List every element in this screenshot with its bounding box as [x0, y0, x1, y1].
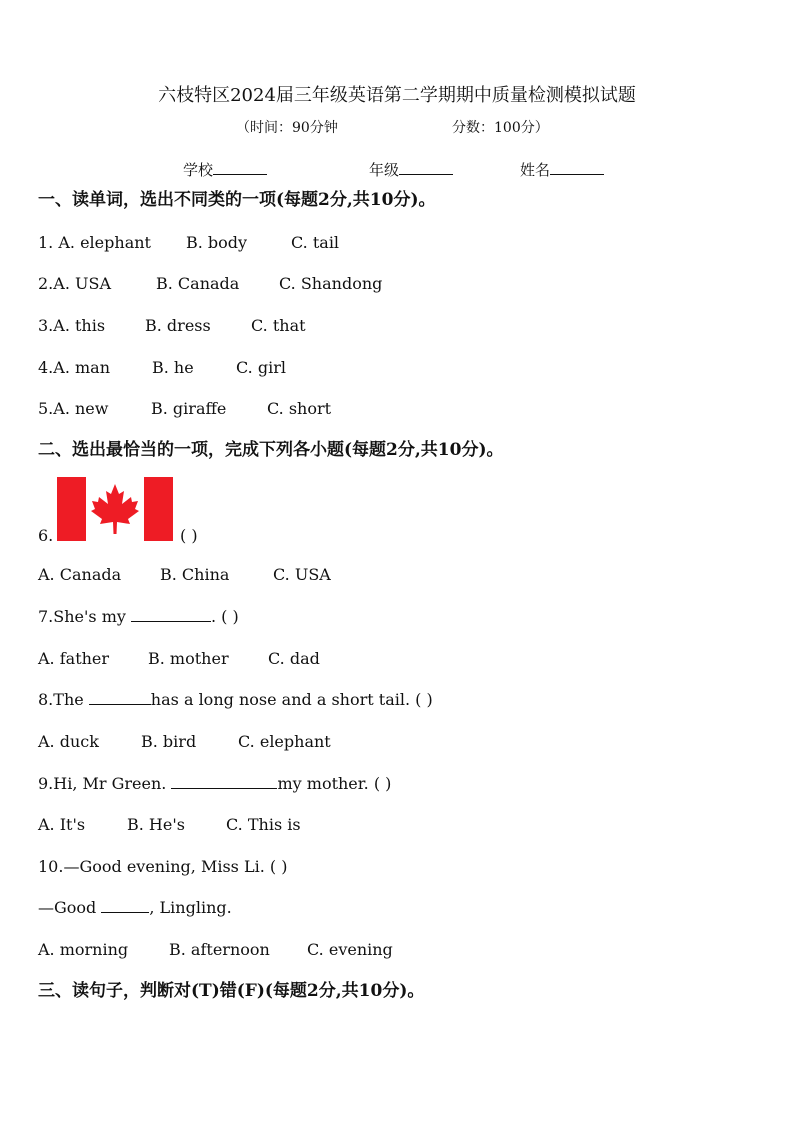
q7-blank [131, 607, 211, 622]
q8-option-c: C. elephant [238, 732, 331, 751]
q9-blank [171, 774, 277, 789]
q9-option-c: C. This is [226, 815, 301, 834]
q1-option-c: C. tail [291, 233, 340, 252]
section-2-heading: 二、选出最恰当的一项，完成下列各小题(每题2分,共10分)。 [38, 440, 504, 460]
section-1-heading: 一、读单词，选出不同类的一项(每题2分,共10分)。 [38, 190, 436, 210]
q1-option-b: B. body [186, 233, 248, 252]
page-title: 六枝特区2024届三年级英语第二学期期中质量检测模拟试题 [158, 85, 636, 106]
q5-option-b: B. giraffe [151, 399, 227, 418]
flag-left-bar [57, 477, 86, 541]
q6-option-c: C. USA [273, 565, 331, 584]
q3-option-c: C. that [251, 316, 306, 335]
question-7: 7.She's my . ( ) [38, 607, 239, 626]
grade-label: 年级 [369, 161, 400, 179]
q4-option-a: 4.A. man [38, 358, 111, 377]
q2-option-c: C. Shandong [279, 274, 383, 293]
flag-right-bar [144, 477, 173, 541]
q5-option-c: C. short [267, 399, 332, 418]
q2-option-b: B. Canada [156, 274, 240, 293]
question-10: 10.—Good evening, Miss Li. ( ) [38, 857, 288, 876]
q6-option-b: B. China [160, 565, 230, 584]
exam-score: 分数：100分） [452, 120, 549, 136]
q3-option-a: 3.A. this [38, 316, 106, 335]
q8-blank [89, 690, 151, 705]
school-field [183, 160, 267, 180]
maple-leaf-icon [90, 482, 140, 536]
question-10-reply: —Good , Lingling. [38, 898, 232, 917]
name-blank [550, 160, 604, 175]
q10-blank [101, 898, 149, 913]
name-field [520, 160, 604, 180]
q7-option-c: C. dad [268, 649, 320, 668]
school-label: 学校 [183, 161, 214, 179]
q3-option-b: B. dress [145, 316, 211, 335]
question-9: 9.Hi, Mr Green. my mother. ( ) [38, 774, 392, 793]
q8-option-b: B. bird [141, 732, 197, 751]
q7-option-b: B. mother [148, 649, 229, 668]
q1-option-a: 1. A. elephant [38, 233, 151, 252]
q2-option-a: 2.A. USA [38, 274, 111, 293]
q9-option-a: A. It's [38, 815, 86, 834]
q6-answer-paren: ( ) [180, 526, 198, 545]
grade-field [369, 160, 453, 180]
grade-blank [399, 160, 453, 175]
q5-option-a: 5.A. new [38, 399, 109, 418]
q10-option-c: C. evening [307, 940, 393, 959]
q8-option-a: A. duck [38, 732, 99, 751]
q10-option-a: A. morning [38, 940, 129, 959]
q9-option-b: B. He's [127, 815, 185, 834]
q10-option-b: B. afternoon [169, 940, 270, 959]
q6-option-a: A. Canada [38, 565, 122, 584]
exam-time: （时间：90分钟 [236, 120, 338, 136]
section-3-heading: 三、读句子，判断对(T)错(F)(每题2分,共10分)。 [38, 981, 425, 1001]
canada-flag-image [57, 477, 173, 541]
q4-option-c: C. girl [236, 358, 286, 377]
q7-option-a: A. father [38, 649, 110, 668]
q6-number: 6. [38, 526, 54, 545]
question-8: 8.The has a long nose and a short tail. ( ) [38, 690, 433, 709]
school-blank [213, 160, 267, 175]
name-label: 姓名 [520, 161, 551, 179]
q4-option-b: B. he [152, 358, 194, 377]
